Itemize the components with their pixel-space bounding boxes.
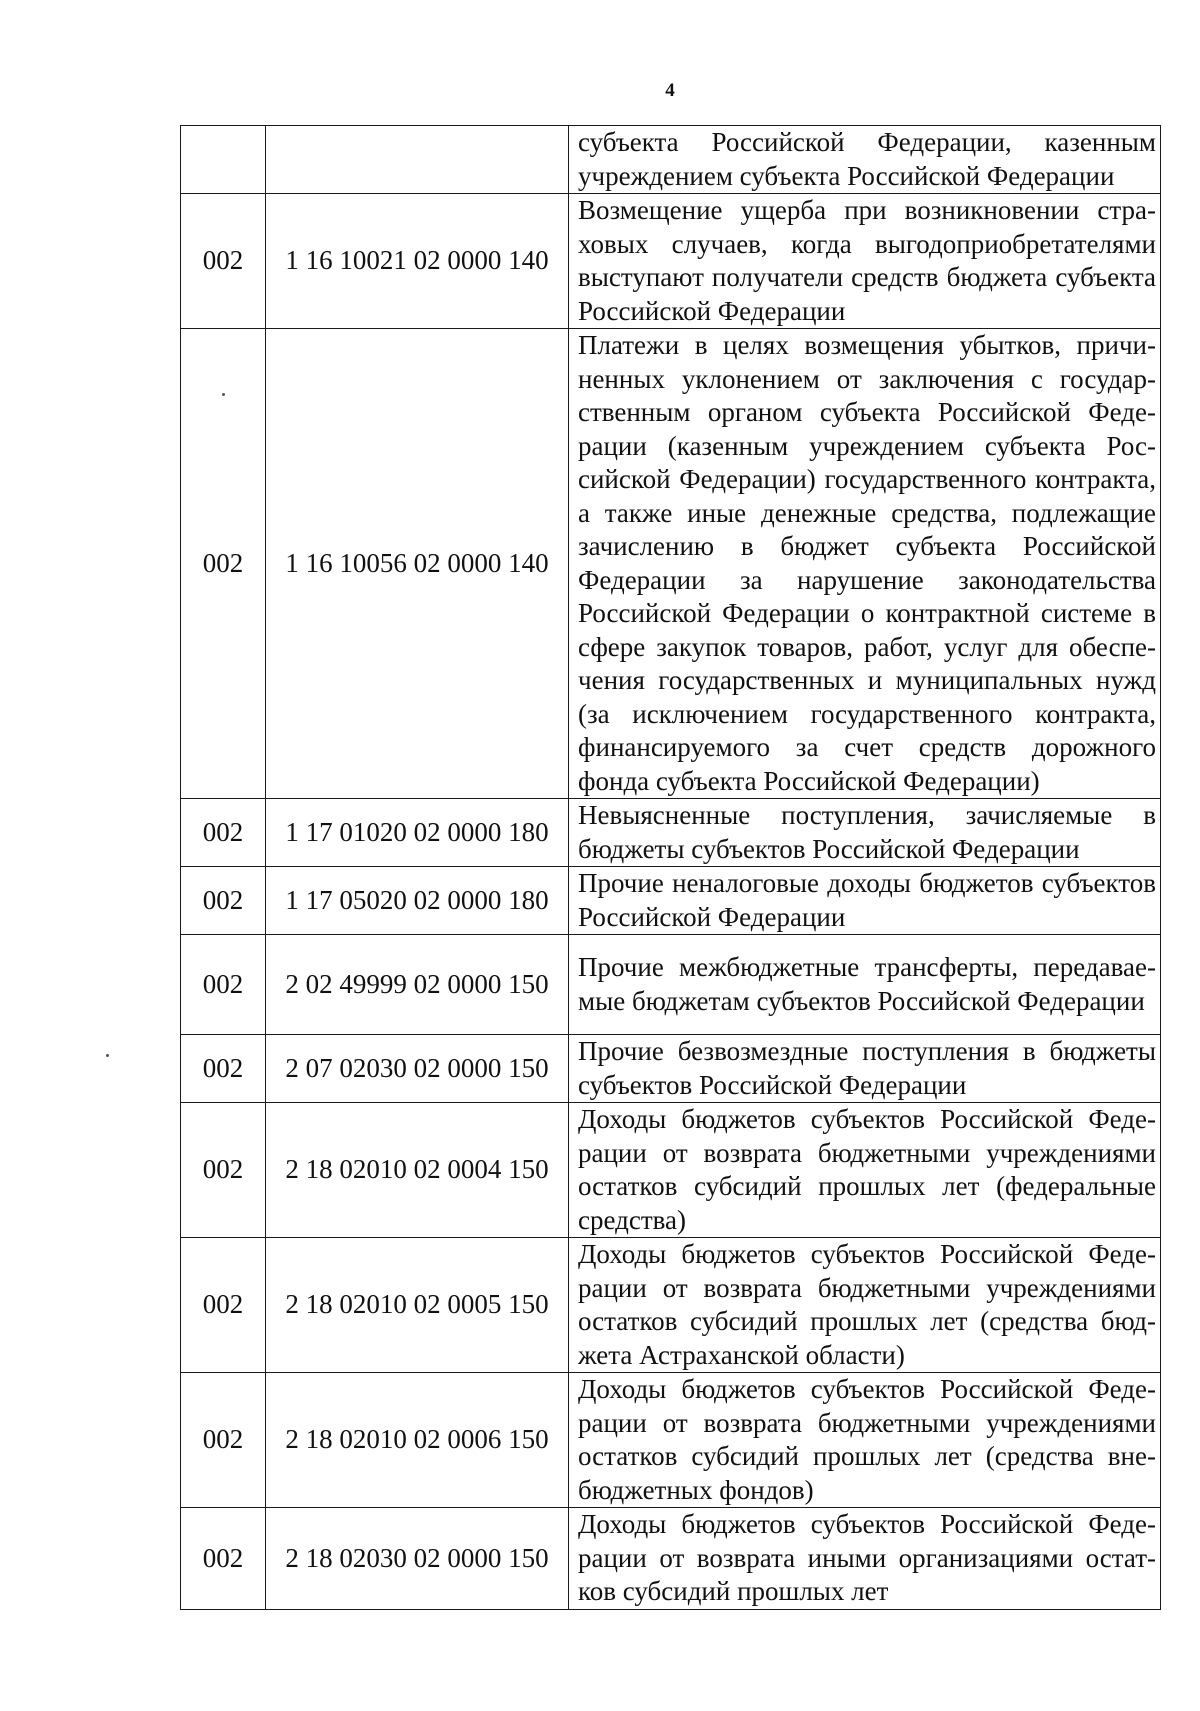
- income-name-text: Платежи в целях возмещения убытков, причиненных уклонением от заключения с государственным органом субъекта Российской Федерации (казенным учреждением субъекта Российской Федерации) государственного контракта, а также иные денежные средства, подлежащие зачислению в бюджет субъекта Российской Федерации за нарушение законодательства Российской Федерации о контрактной системе в сфере закупок товаров, работ, услуг для обеспечения государственных и муниципальных нужд (за исключением государственного контракта, финансируемого за счет средств дорожного фонда субъекта Российской Федерации): [578, 330, 1156, 796]
- scan-speck: [106, 1054, 109, 1057]
- page-number: 4: [665, 80, 675, 101]
- kbk-code-cell: 2 18 02010 02 0004 150: [266, 1103, 569, 1238]
- admin-code-cell: 002: [181, 329, 266, 799]
- table-row: [181, 799, 1161, 867]
- admin-code-cell: 002: [181, 1373, 266, 1508]
- income-name-cell: [569, 935, 1161, 1035]
- kbk-code-cell: 2 18 02010 02 0006 150: [266, 1373, 569, 1508]
- table-row: [181, 935, 1161, 1035]
- table-row: [181, 329, 1161, 799]
- table-row: [181, 1103, 1161, 1238]
- income-name-text: Доходы бюджетов субъектов Российской Федерации от возврата бюджетными учреждениями остатков субсидий прошлых лет (средства бюджета Астраханской области): [578, 1239, 1156, 1370]
- kbk-code-cell: 1 16 10021 02 0000 140: [266, 194, 569, 329]
- income-name-cell: [569, 194, 1161, 329]
- admin-code-cell: 002: [181, 194, 266, 329]
- kbk-code-cell: 2 02 49999 02 0000 150: [266, 935, 569, 1035]
- table-row: [181, 1035, 1161, 1103]
- table-row: [181, 1238, 1161, 1373]
- kbk-code-cell: 2 07 02030 02 0000 150: [266, 1035, 569, 1103]
- kbk-code-cell: 2 18 02030 02 0000 150: [266, 1508, 569, 1610]
- kbk-code-cell: 1 17 05020 02 0000 180: [266, 867, 569, 935]
- scan-speck: [222, 393, 225, 396]
- income-name-cell: [569, 329, 1161, 799]
- admin-code-cell: 002: [181, 935, 266, 1035]
- income-name-cell: [569, 867, 1161, 935]
- admin-code-cell: [181, 126, 266, 194]
- income-name-cell: [569, 1035, 1161, 1103]
- kbk-code-cell: 2 18 02010 02 0005 150: [266, 1238, 569, 1373]
- income-name-cell: [569, 126, 1161, 194]
- table-row: [181, 194, 1161, 329]
- income-name-cell: [569, 1373, 1161, 1508]
- income-name-text: Невыясненные поступления, зачисляемые в бюджеты субъектов Российской Федерации: [578, 800, 1156, 864]
- income-name-cell: [569, 1103, 1161, 1238]
- income-name-text: Доходы бюджетов субъектов Российской Федерации от возврата бюджетными учреждениями остатков субсидий прошлых лет (федеральные средства): [578, 1104, 1156, 1235]
- table-row: [181, 867, 1161, 935]
- admin-code-cell: 002: [181, 1238, 266, 1373]
- income-name-text: Прочие межбюджетные трансферты, передаваемые бюджетам субъектов Российской Федерации: [578, 952, 1156, 1016]
- income-name-text: субъекта Российской Федерации, казенным учреждением субъекта Российской Федерации: [578, 127, 1156, 191]
- income-name-text: Прочие безвозмездные поступления в бюджеты субъектов Российской Федерации: [578, 1036, 1156, 1100]
- admin-code-cell: 002: [181, 1508, 266, 1610]
- income-name-text: Возмещение ущерба при возникновении страховых случаев, когда выгодоприобретателями выступают получатели средств бюджета субъекта Российской Федерации: [578, 195, 1156, 326]
- income-name-cell: [569, 1238, 1161, 1373]
- income-name-cell: [569, 1508, 1161, 1610]
- income-name-text: Прочие неналоговые доходы бюджетов субъектов Российской Федерации: [578, 868, 1156, 932]
- admin-code-cell: 002: [181, 867, 266, 935]
- admin-code-cell: 002: [181, 1035, 266, 1103]
- table-row: [181, 126, 1161, 194]
- table-row: [181, 1373, 1161, 1508]
- admin-code-cell: 002: [181, 1103, 266, 1238]
- kbk-code-cell: 1 17 01020 02 0000 180: [266, 799, 569, 867]
- income-name-text: Доходы бюджетов субъектов Российской Федерации от возврата иными организациями остатков субсидий прошлых лет: [578, 1509, 1156, 1606]
- revenue-codes-table: [180, 125, 1161, 1610]
- kbk-code-cell: [266, 126, 569, 194]
- income-name-text: Доходы бюджетов субъектов Российской Федерации от возврата бюджетными учреждениями остатков субсидий прошлых лет (средства внебюджетных фондов): [578, 1374, 1156, 1505]
- kbk-code-cell: 1 16 10056 02 0000 140: [266, 329, 569, 799]
- income-name-cell: [569, 799, 1161, 867]
- admin-code-cell: 002: [181, 799, 266, 867]
- table-row: [181, 1508, 1161, 1610]
